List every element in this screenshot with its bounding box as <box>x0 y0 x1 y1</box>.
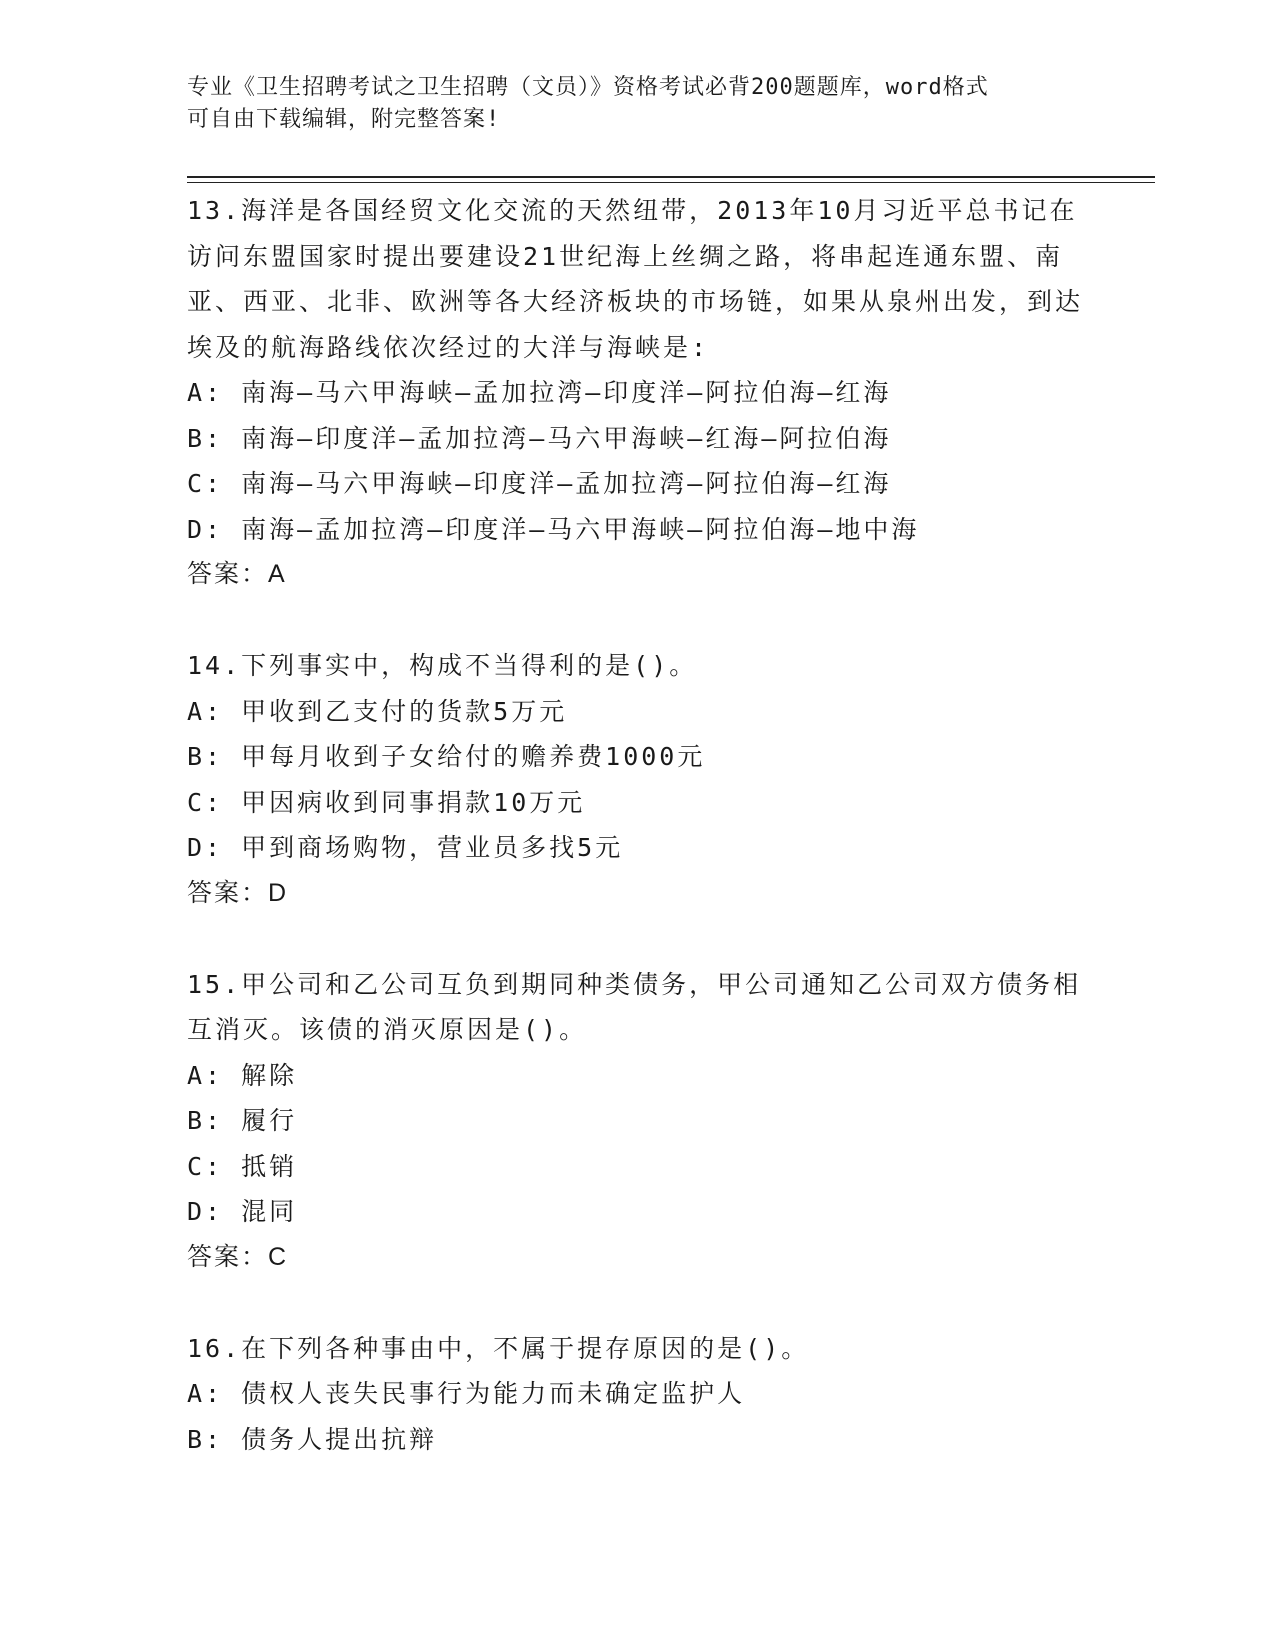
question-stem: 14.下列事实中，构成不当得利的是()。 <box>187 651 698 680</box>
header-line-1: 专业《卫生招聘考试之卫生招聘（文员）》资格考试必背200题题库，word格式 <box>187 75 989 100</box>
answer-line: 答案：D <box>187 878 289 907</box>
option-b: B: 南海—印度洋—孟加拉湾—马六甲海峡—红海—阿拉伯海 <box>187 423 892 453</box>
question-stem: 15.甲公司和乙公司互负到期同种类债务，甲公司通知乙公司双方债务相互消灭。该债的消灭原因是()。 <box>187 969 1082 1044</box>
option-b: B: 履行 <box>187 1106 298 1135</box>
question-16 <box>187 1326 1087 1463</box>
header-divider-thick <box>187 176 1155 178</box>
question-15 <box>187 962 1087 1281</box>
question-13 <box>187 188 1087 598</box>
question-list <box>187 188 1087 1508</box>
option-a: A: 债权人丧失民事行为能力而未确定监护人 <box>187 1379 746 1408</box>
document-header <box>187 72 1087 136</box>
option-c: C: 甲因病收到同事捐款10万元 <box>187 787 586 817</box>
option-a: A: 南海—马六甲海峡—孟加拉湾—印度洋—阿拉伯海—红海 <box>187 378 892 407</box>
option-d: D: 混同 <box>187 1197 298 1226</box>
header-divider-thin <box>187 182 1155 183</box>
answer-line: 答案：C <box>187 1242 289 1271</box>
question-stem: 13.海洋是各国经贸文化交流的天然纽带，2013年10月习近平总书记在访问东盟国家时提出要建设21世纪海上丝绸之路，将串起连通东盟、南亚、西亚、北非、欧洲等各大经济板块的市场链，如果从泉州出发，到达埃及的航海路线依次经过的大洋与海峡是: <box>187 196 1084 362</box>
option-a: A: 甲收到乙支付的货款5万元 <box>187 696 568 726</box>
question-stem: 16.在下列各种事由中，不属于提存原因的是()。 <box>187 1333 810 1363</box>
question-14 <box>187 643 1087 916</box>
option-c: C: 抵销 <box>187 1151 298 1181</box>
header-line-2: 可自由下载编辑，附完整答案! <box>187 107 501 132</box>
option-d: D: 南海—孟加拉湾—印度洋—马六甲海峡—阿拉伯海—地中海 <box>187 514 920 544</box>
option-c: C: 南海—马六甲海峡—印度洋—孟加拉湾—阿拉伯海—红海 <box>187 469 892 498</box>
option-a: A: 解除 <box>187 1060 298 1090</box>
option-d: D: 甲到商场购物，营业员多找5元 <box>187 833 624 862</box>
option-b: B: 债务人提出抗辩 <box>187 1424 438 1454</box>
answer-line: 答案：A <box>187 560 287 588</box>
option-b: B: 甲每月收到子女给付的赡养费1000元 <box>187 742 706 771</box>
